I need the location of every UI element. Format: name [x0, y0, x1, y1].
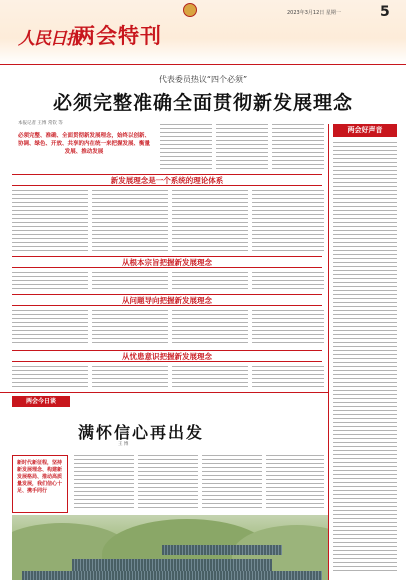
section-heading: 从忧患意识把握新发展理念 — [12, 350, 322, 362]
newspaper-logo: 人民日报 — [18, 29, 82, 49]
commentary-title: 满怀信心再出发 — [78, 423, 205, 442]
text-column — [12, 366, 88, 388]
page-number: 5 — [380, 4, 390, 20]
byline: 本报记者 王博 常钦 等 — [18, 121, 63, 126]
national-emblem-icon — [183, 3, 197, 17]
text-column — [252, 190, 324, 252]
text-column — [92, 190, 168, 252]
sidebar-title: 两会好声音 — [333, 124, 397, 137]
pull-quote: 新时代新征程，坚持新发展理念、构建新发展格局、推动高质量发展，我们信心十足、携手同行 — [12, 455, 68, 513]
text-column — [202, 455, 262, 511]
commentary-author: 王 博 — [118, 442, 129, 447]
masthead-divider — [0, 64, 406, 65]
text-column — [172, 310, 248, 346]
sidebar-divider — [328, 124, 329, 580]
text-column — [92, 366, 168, 388]
text-column — [12, 190, 88, 252]
text-column — [92, 272, 168, 290]
text-column — [74, 455, 134, 511]
headline-kicker: 代表委员热议“四个必须” — [158, 75, 248, 84]
text-column — [12, 310, 88, 346]
section-heading: 新发展理念是一个系统的理论体系 — [12, 174, 322, 186]
main-headline: 必须完整准确全面贯彻新发展理念 — [52, 92, 353, 114]
lead-paragraph: 必须完整、准确、全面贯彻新发展理念，始终以创新、协调、绿色、开放、共享的内在统一来把握发展、衡量发展、推动发展 — [17, 133, 150, 155]
text-column — [92, 310, 168, 346]
issue-date: 2023年3月12日 星期一 — [287, 10, 341, 16]
section-divider — [0, 392, 328, 393]
special-edition-title: 两会特刊 — [74, 24, 162, 48]
text-column — [272, 124, 324, 170]
text-column — [138, 455, 198, 511]
text-column — [252, 366, 324, 388]
text-column — [172, 272, 248, 290]
text-column — [172, 190, 248, 252]
text-column — [172, 366, 248, 388]
landscape-photo — [12, 515, 328, 580]
text-column — [266, 455, 324, 511]
text-column — [216, 124, 268, 170]
text-column — [252, 310, 324, 346]
commentary-tag: 两会今日谈 — [12, 396, 70, 407]
sidebar-text — [333, 142, 397, 572]
text-column — [160, 124, 212, 170]
text-column — [252, 272, 324, 290]
section-heading: 从问题导向把握新发展理念 — [12, 294, 322, 306]
text-column — [12, 272, 88, 290]
section-heading: 从根本宗旨把握新发展理念 — [12, 256, 322, 268]
